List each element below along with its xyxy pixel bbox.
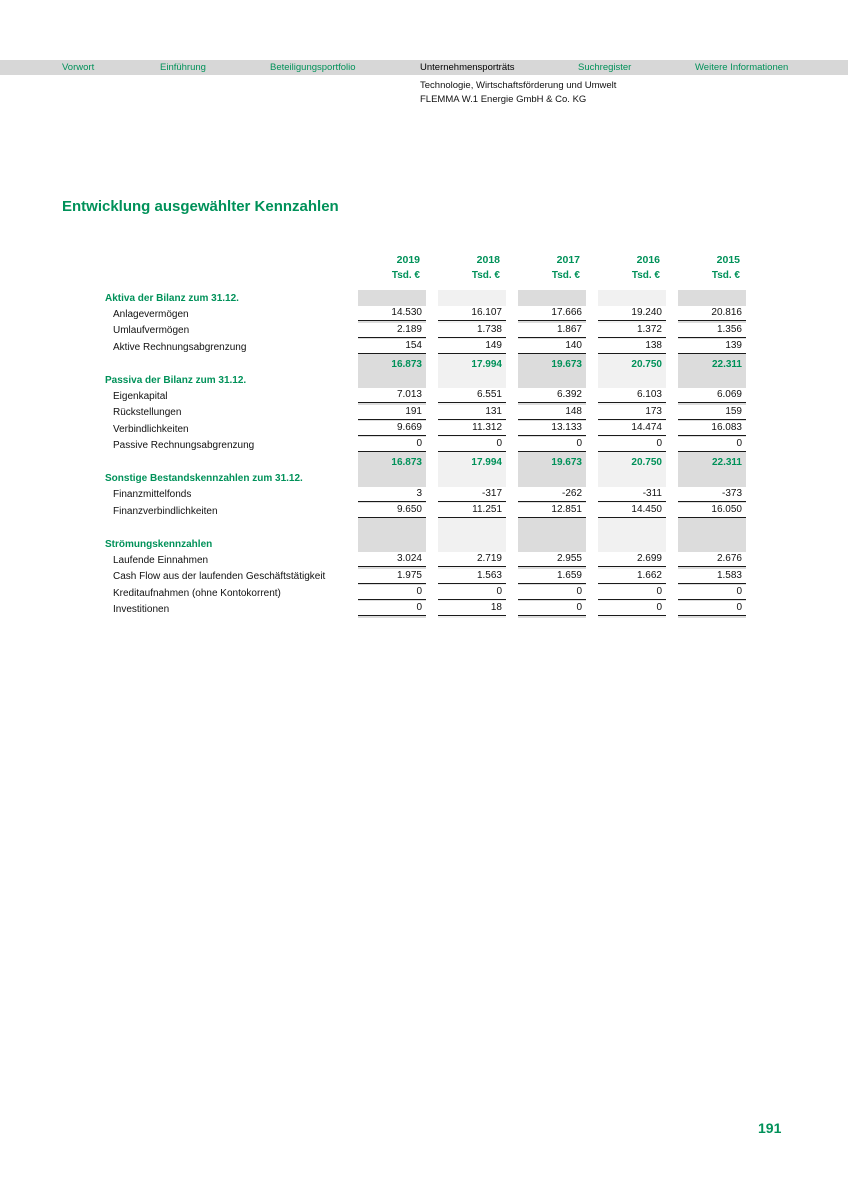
value: 138	[598, 339, 666, 354]
value: 0	[598, 585, 666, 600]
total-value: 16.873	[391, 358, 422, 370]
nav-item-vorwort[interactable]: Vorwort	[62, 62, 95, 73]
unit-header-row	[105, 269, 746, 285]
value: 14.474	[598, 421, 666, 436]
value-cell-2015	[678, 487, 746, 503]
value: 148	[518, 405, 586, 420]
table-row	[105, 536, 746, 552]
value-cell-2019	[358, 470, 426, 486]
value-cell-2018	[438, 405, 506, 421]
value: 2.719	[438, 552, 506, 567]
value-cell-2015	[678, 339, 746, 355]
value-cell-2018	[438, 536, 506, 552]
value-cell-2018	[438, 388, 506, 404]
value: 6.103	[598, 388, 666, 403]
value: 14.530	[358, 306, 426, 321]
row-label: Finanzverbindlichkeiten	[113, 505, 218, 517]
value-cell-2015	[678, 356, 746, 372]
year-header: 2016	[636, 254, 660, 266]
value-cell-2017	[518, 487, 586, 503]
value-cell-2016	[598, 552, 666, 568]
row-label	[105, 519, 346, 535]
value-cell-2018	[438, 372, 506, 388]
table-row	[105, 372, 746, 388]
table-row	[105, 601, 746, 617]
nav-item-beteiligungsportfolio[interactable]: Beteiligungsportfolio	[270, 62, 356, 73]
value: 173	[598, 405, 666, 420]
unit-header: Tsd. €	[711, 270, 740, 281]
total-value: 22.311	[711, 358, 742, 370]
value: 1.659	[518, 569, 586, 584]
value-cell-2018	[438, 487, 506, 503]
value-cell-2017	[518, 306, 586, 322]
total-value: 19.673	[551, 457, 582, 469]
row-label: Laufende Einnahmen	[113, 554, 209, 566]
table-row	[105, 552, 746, 568]
value: 0	[358, 585, 426, 600]
value: 6.551	[438, 388, 506, 403]
nav-item-suchregister[interactable]: Suchregister	[578, 62, 632, 73]
table-row	[105, 487, 746, 503]
row-label: Umlaufvermögen	[113, 325, 190, 337]
value-cell-2016	[598, 372, 666, 388]
value-cell-2018	[438, 421, 506, 437]
value-cell-2017	[518, 405, 586, 421]
nav-item-weitere-informationen[interactable]: Weitere Informationen	[695, 62, 789, 73]
unit-header: Tsd. €	[631, 270, 660, 281]
value-cell-2019	[358, 585, 426, 601]
value-cell-2018	[438, 356, 506, 372]
value-cell-2016	[598, 503, 666, 519]
row-label: Passiva der Bilanz zum 31.12.	[105, 374, 247, 386]
table-row	[105, 421, 746, 437]
company-name: FLEMMA W.1 Energie GmbH & Co. KG	[420, 94, 587, 105]
value: 1.372	[598, 323, 666, 338]
value-cell-2019	[358, 552, 426, 568]
value-cell-2019	[358, 569, 426, 585]
nav-item-unternehmensportraets[interactable]: Unternehmensporträts	[420, 62, 515, 73]
value: 159	[678, 405, 746, 420]
value: 1.583	[678, 569, 746, 584]
nav-item-einfuehrung[interactable]: Einführung	[160, 62, 206, 73]
value: 0	[518, 585, 586, 600]
value-cell-2017	[518, 601, 586, 617]
year-header: 2018	[476, 254, 500, 266]
row-label: Rückstellungen	[113, 407, 182, 419]
value-cell-2015	[678, 438, 746, 454]
value: 2.676	[678, 552, 746, 567]
row-label: Strömungskennzahlen	[105, 538, 213, 550]
unit-header: Tsd. €	[551, 270, 580, 281]
value: 9.669	[358, 421, 426, 436]
value-cell-2016	[598, 388, 666, 404]
value-cell-2017	[518, 470, 586, 486]
value-cell-2017	[518, 438, 586, 454]
table-row	[105, 339, 746, 355]
value-cell-2017	[518, 372, 586, 388]
row-label: Aktive Rechnungsabgrenzung	[113, 341, 247, 353]
value-cell-2017	[518, 585, 586, 601]
category-line: Technologie, Wirtschaftsförderung und Umwelt	[420, 80, 617, 91]
value-cell-2018	[438, 601, 506, 617]
value-cell-2015	[678, 323, 746, 339]
year-header-row	[105, 252, 746, 269]
row-label	[105, 454, 346, 470]
row-label: Passive Rechnungsabgrenzung	[113, 440, 255, 452]
value: 7.013	[358, 388, 426, 403]
value: 0	[438, 437, 506, 452]
unit-header: Tsd. €	[471, 270, 500, 281]
value: 1.867	[518, 323, 586, 338]
value-cell-2016	[598, 438, 666, 454]
value-cell-2019	[358, 356, 426, 372]
value: 0	[678, 601, 746, 616]
value: 3.024	[358, 552, 426, 567]
table-row	[105, 323, 746, 339]
value-cell-2015	[678, 388, 746, 404]
value: 16.107	[438, 306, 506, 321]
value-cell-2019	[358, 536, 426, 552]
value: 1.738	[438, 323, 506, 338]
value-cell-2016	[598, 487, 666, 503]
total-value: 20.750	[631, 457, 662, 469]
top-navigation-bar	[0, 60, 848, 75]
value-cell-2016	[598, 323, 666, 339]
table-row	[105, 388, 746, 404]
value-cell-2019	[358, 372, 426, 388]
value-cell-2015	[678, 503, 746, 519]
value-cell-2017	[518, 421, 586, 437]
value-cell-2015	[678, 536, 746, 552]
value: 154	[358, 339, 426, 354]
value: 11.251	[438, 503, 506, 518]
year-header: 2019	[396, 254, 420, 266]
value: 3	[358, 487, 426, 502]
value-cell-2019	[358, 454, 426, 470]
value-cell-2015	[678, 601, 746, 617]
table-body	[105, 290, 746, 618]
value-cell-2019	[358, 405, 426, 421]
value: 0	[678, 437, 746, 452]
value-cell-2016	[598, 585, 666, 601]
year-header: 2017	[556, 254, 580, 266]
value: -373	[678, 487, 746, 502]
value: 2.189	[358, 323, 426, 338]
value: 12.851	[518, 503, 586, 518]
value-cell-2015	[678, 290, 746, 306]
value-cell-2017	[518, 356, 586, 372]
value-cell-2018	[438, 323, 506, 339]
row-label-spacer	[105, 252, 346, 269]
value-cell-2016	[598, 421, 666, 437]
value: 9.650	[358, 503, 426, 518]
row-label: Cash Flow aus der laufenden Geschäftstätigkeit	[113, 571, 326, 583]
value-cell-2016	[598, 470, 666, 486]
value-cell-2015	[678, 306, 746, 322]
unit-header: Tsd. €	[391, 270, 420, 281]
value-cell-2017	[518, 536, 586, 552]
value: 13.133	[518, 421, 586, 436]
total-value: 16.873	[391, 457, 422, 469]
value-cell-2016	[598, 306, 666, 322]
value: -311	[598, 487, 666, 502]
value-cell-2016	[598, 569, 666, 585]
value: 2.955	[518, 552, 586, 567]
value-cell-2019	[358, 519, 426, 535]
row-label: Kreditaufnahmen (ohne Kontokorrent)	[113, 587, 281, 599]
value-cell-2018	[438, 585, 506, 601]
value-cell-2019	[358, 601, 426, 617]
value-cell-2018	[438, 454, 506, 470]
value: 139	[678, 339, 746, 354]
total-value: 17.994	[471, 358, 502, 370]
value: 0	[518, 437, 586, 452]
value-cell-2019	[358, 306, 426, 322]
value: 2.699	[598, 552, 666, 567]
value-cell-2015	[678, 569, 746, 585]
table-row	[105, 569, 746, 585]
value: 1.975	[358, 569, 426, 584]
value-cell-2018	[438, 339, 506, 355]
value: 0	[358, 437, 426, 452]
year-header: 2015	[716, 254, 740, 266]
value: 1.563	[438, 569, 506, 584]
page-number: 191	[758, 1120, 782, 1136]
table-row	[105, 454, 746, 470]
value: 16.050	[678, 503, 746, 518]
value: 191	[358, 405, 426, 420]
value: 11.312	[438, 421, 506, 436]
value: 0	[358, 601, 426, 616]
value: 0	[598, 437, 666, 452]
value: 1.356	[678, 323, 746, 338]
value-cell-2017	[518, 339, 586, 355]
value-cell-2017	[518, 388, 586, 404]
value-cell-2017	[518, 569, 586, 585]
total-value: 19.673	[551, 358, 582, 370]
value: 20.816	[678, 306, 746, 321]
value-cell-2019	[358, 388, 426, 404]
value-cell-2016	[598, 356, 666, 372]
kennzahlen-table	[105, 252, 746, 618]
value-cell-2018	[438, 519, 506, 535]
value-cell-2019	[358, 487, 426, 503]
row-label: Anlagevermögen	[113, 309, 189, 321]
value-cell-2015	[678, 454, 746, 470]
value-cell-2016	[598, 519, 666, 535]
value: 16.083	[678, 421, 746, 436]
value: 17.666	[518, 306, 586, 321]
value-cell-2019	[358, 421, 426, 437]
value: 0	[518, 601, 586, 616]
value-cell-2018	[438, 438, 506, 454]
value-cell-2019	[358, 503, 426, 519]
total-value: 17.994	[471, 457, 502, 469]
value-cell-2018	[438, 503, 506, 519]
total-value: 20.750	[631, 358, 662, 370]
value: 6.069	[678, 388, 746, 403]
value-cell-2019	[358, 290, 426, 306]
total-value: 22.311	[711, 457, 742, 469]
value-cell-2018	[438, 569, 506, 585]
row-label-spacer	[105, 269, 346, 285]
value-cell-2016	[598, 536, 666, 552]
row-label: Sonstige Bestandskennzahlen zum 31.12.	[105, 472, 303, 484]
value: 18	[438, 601, 506, 616]
table-row	[105, 438, 746, 454]
value-cell-2016	[598, 454, 666, 470]
value: 1.662	[598, 569, 666, 584]
value-cell-2019	[358, 339, 426, 355]
table-row	[105, 519, 746, 535]
value-cell-2017	[518, 454, 586, 470]
value: -317	[438, 487, 506, 502]
value-cell-2019	[358, 323, 426, 339]
table-row	[105, 503, 746, 519]
table-row	[105, 290, 746, 306]
value: -262	[518, 487, 586, 502]
value: 0	[598, 601, 666, 616]
row-label: Aktiva der Bilanz zum 31.12.	[105, 292, 239, 304]
value-cell-2015	[678, 470, 746, 486]
value-cell-2018	[438, 470, 506, 486]
value: 131	[438, 405, 506, 420]
row-label: Verbindlichkeiten	[113, 423, 189, 435]
value-cell-2018	[438, 306, 506, 322]
row-label: Investitionen	[113, 604, 170, 616]
page-title: Entwicklung ausgewählter Kennzahlen	[62, 198, 339, 215]
value: 6.392	[518, 388, 586, 403]
row-label: Finanzmittelfonds	[113, 489, 192, 501]
value-cell-2017	[518, 290, 586, 306]
value-cell-2016	[598, 601, 666, 617]
value: 0	[678, 585, 746, 600]
table-row	[105, 306, 746, 322]
table-row	[105, 405, 746, 421]
value-cell-2019	[358, 438, 426, 454]
value-cell-2016	[598, 290, 666, 306]
table-row	[105, 356, 746, 372]
value-cell-2015	[678, 372, 746, 388]
value-cell-2015	[678, 421, 746, 437]
value: 0	[438, 585, 506, 600]
value-cell-2018	[438, 552, 506, 568]
value: 149	[438, 339, 506, 354]
value-cell-2017	[518, 323, 586, 339]
row-label: Eigenkapital	[113, 391, 168, 403]
table-row	[105, 585, 746, 601]
value-cell-2017	[518, 503, 586, 519]
value-cell-2015	[678, 552, 746, 568]
value-cell-2016	[598, 339, 666, 355]
value-cell-2015	[678, 585, 746, 601]
value-cell-2018	[438, 290, 506, 306]
value: 19.240	[598, 306, 666, 321]
table-row	[105, 470, 746, 486]
value-cell-2017	[518, 552, 586, 568]
value-cell-2016	[598, 405, 666, 421]
value: 140	[518, 339, 586, 354]
value-cell-2017	[518, 519, 586, 535]
value-cell-2015	[678, 405, 746, 421]
row-label	[105, 356, 346, 372]
value-cell-2015	[678, 519, 746, 535]
value: 14.450	[598, 503, 666, 518]
